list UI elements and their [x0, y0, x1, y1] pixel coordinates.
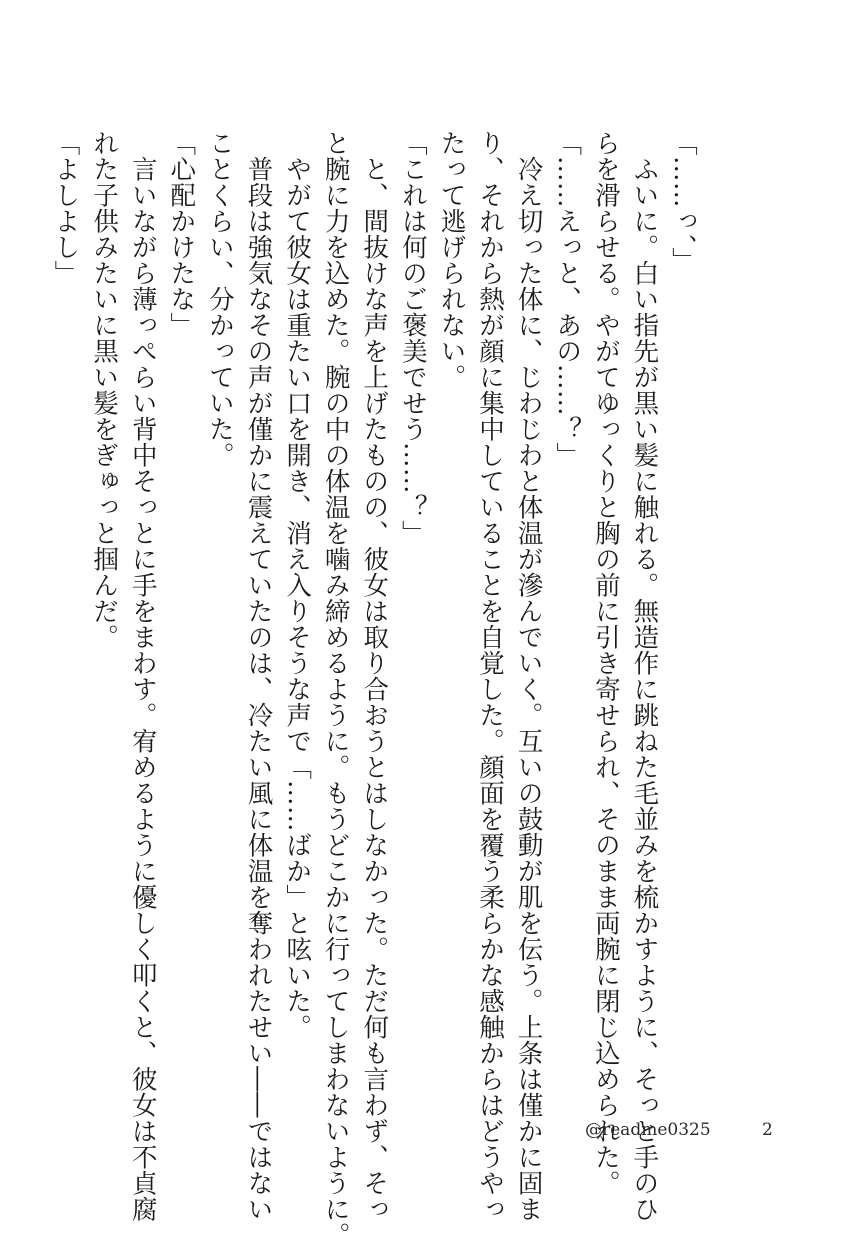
text-line: 「……っ、」: [668, 130, 698, 274]
text-line: と、間抜けな声を上げたものの、彼女は取り合おうとはしなかった。ただ何も言わず、そっ: [359, 130, 390, 1222]
text-line: 「これは何のご褒美でせう……？」: [397, 130, 428, 546]
text-line: り、それから熱が顔に集中していることを自覚した。顔面を覆う柔らかな感触からはどうやっ: [475, 130, 506, 1222]
page-number: 2: [762, 1120, 773, 1140]
text-line: 言いながら薄っぺらい背中そっとに手をまわす。宥めるように優しく叩くと、彼女は不貞腐: [127, 130, 158, 1222]
text-line: と腕に力を込めた。腕の中の体温を噛み締めるように。もうどこかに行ってしまわないように。: [320, 130, 351, 1248]
text-line: 「……えっと、あの……？」: [552, 130, 583, 468]
text-line: ことくらい、分かっていた。: [204, 130, 235, 468]
text-line: 普段は強気なその声が僅かに震えていたのは、冷たい風に体温を奪われたせい――ではない: [243, 130, 274, 1222]
text-line: れた子供みたいに黒い髪をぎゅっと掴んだ。: [89, 130, 120, 650]
text-line: 冷え切った体に、じわじわと体温が滲んでいく。互いの鼓動が肌を伝う。上条は僅かに固ま: [513, 130, 544, 1222]
text-line: やがて彼女は重たい口を開き、消え入りそうな声で「……ばか」と呟いた。: [282, 130, 313, 1040]
text-line: 「よしよし」: [50, 130, 81, 286]
text-line: ふいに。白い指先が黒い髪に触れる。無造作に跳ねた毛並みを梳かすように、そっと手のひ: [629, 130, 660, 1222]
text-line: らを滑らせる。やがてゆっくりと胸の前に引き寄せられ、そのまま両腕に閉じ込められた。: [590, 130, 621, 1196]
author-credit: @readme0325: [585, 1120, 711, 1140]
text-line: たって逃げられない。: [436, 130, 467, 390]
page-footer: [0, 1120, 852, 1150]
text-line: 「心配かけたな」: [166, 130, 197, 338]
